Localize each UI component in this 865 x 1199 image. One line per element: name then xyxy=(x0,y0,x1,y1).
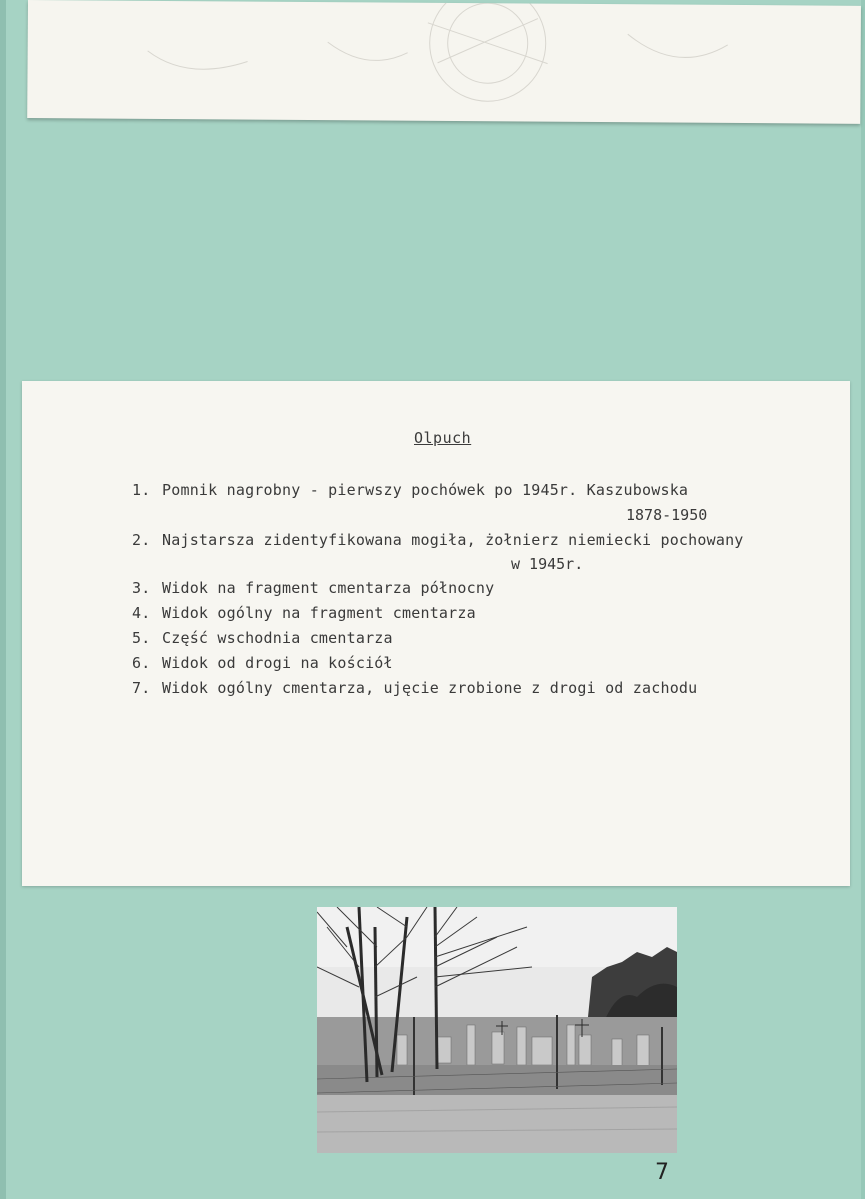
list-item xyxy=(132,654,393,672)
list-number: 4. xyxy=(132,604,151,622)
list-text: Widok od drogi na kościół xyxy=(162,654,393,672)
list-number: 3. xyxy=(132,579,151,597)
list-item xyxy=(132,679,697,697)
list-text: Widok ogólny cmentarza, ujęcie zrobione z drogi od zachodu xyxy=(162,679,698,697)
cemetery-photo xyxy=(317,907,677,1153)
list-number: 1. xyxy=(132,481,151,499)
page-number: 7 xyxy=(655,1160,669,1185)
list-item xyxy=(132,481,688,499)
list-text: Najstarsza zidentyfikowana mogiła, żołnierz niemiecki pochowany xyxy=(162,531,744,549)
card-title: Olpuch xyxy=(414,429,472,447)
description-card xyxy=(22,381,850,886)
list-item xyxy=(132,579,494,597)
list-text: Widok ogólny na fragment cmentarza xyxy=(162,604,476,622)
list-text: Widok na fragment cmentarza północny xyxy=(162,579,495,597)
list-number: 2. xyxy=(132,531,151,549)
list-continuation: w 1945r. xyxy=(511,555,584,573)
list-item xyxy=(132,629,393,647)
top-paper-sheet xyxy=(27,0,861,124)
album-edge-right xyxy=(861,0,865,1199)
list-number: 5. xyxy=(132,629,151,647)
list-text: Część wschodnia cmentarza xyxy=(162,629,393,647)
list-text: Pomnik nagrobny - pierwszy pochówek po 1945r. Kaszubowska xyxy=(162,481,689,499)
list-item xyxy=(132,531,744,549)
list-number: 6. xyxy=(132,654,151,672)
album-edge-left xyxy=(0,0,6,1199)
list-continuation: 1878-1950 xyxy=(626,506,708,524)
list-number: 7. xyxy=(132,679,151,697)
list-item xyxy=(132,604,476,622)
faint-drawing xyxy=(27,0,861,124)
